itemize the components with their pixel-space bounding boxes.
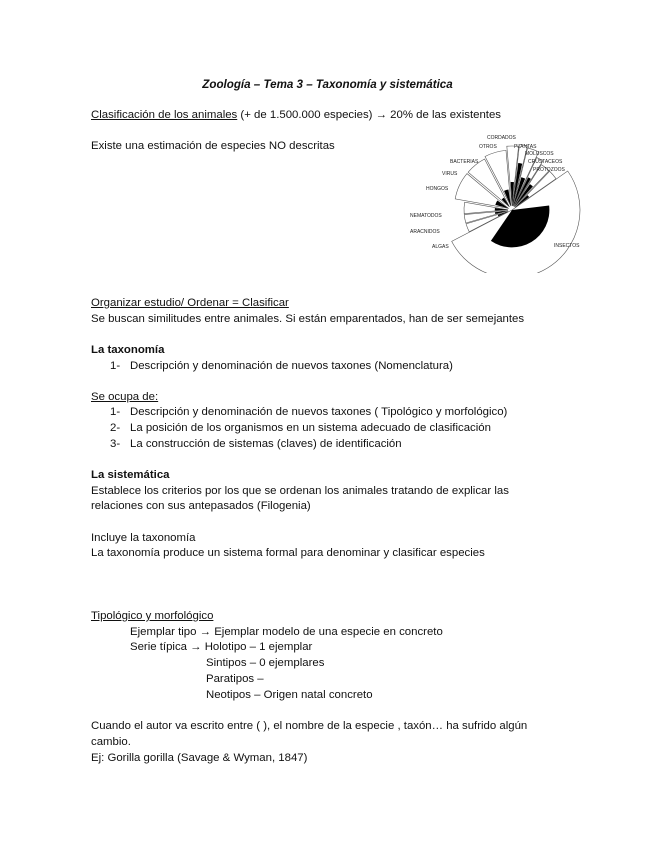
species-pie-chart — [400, 128, 600, 273]
clasificacion-label: Clasificación de los animales — [91, 109, 238, 121]
chart-label-otros: OTROS — [479, 144, 497, 150]
list-item-num: 1- — [110, 360, 121, 372]
chart-label-crustaceos: CRUSTACEOS — [528, 159, 563, 165]
sintipos: Sintipos – 0 ejemplares — [206, 657, 325, 669]
paratipos: Paratipos – — [206, 673, 264, 685]
incluye-line2: La taxonomía produce un sistema formal para denominar y clasificar especies — [91, 547, 485, 559]
page-title: Zoología – Tema 3 – Taxonomía y sistemática — [202, 78, 453, 91]
autor-ejemplo: Ej: Gorilla gorilla (Savage & Wyman, 1847) — [91, 752, 308, 764]
chart-label-virus: VIRUS — [442, 171, 458, 177]
neotipos: Neotipos – Origen natal concreto — [206, 689, 373, 701]
tipologico-heading: Tipológico y morfológico — [91, 610, 214, 622]
autor-line1: Cuando el autor va escrito entre ( ), el nombre de la especie , taxón… ha sufrido algún — [91, 720, 528, 732]
list-item-num: 3- — [110, 438, 121, 450]
list-item: Descripción y denominación de nuevos taxones ( Tipológico y morfológico) — [130, 406, 508, 418]
organizar-text: Se buscan similitudes entre animales. Si están emparentados, han de ser semejantes — [91, 313, 525, 325]
chart-label-cordados: CORDADOS — [487, 135, 516, 141]
list-item: Descripción y denominación de nuevos taxones (Nomenclatura) — [130, 360, 453, 372]
sistematica-line2: relaciones con sus antepasados (Filogenia) — [91, 500, 311, 512]
incluye-line1: Incluye la taxonomía — [91, 532, 196, 544]
chart-label-nematodos: NEMATODOS — [410, 213, 442, 219]
chart-label-hongos: HONGOS — [426, 186, 449, 192]
chart-label-aracnidos: ARACNIDOS — [410, 229, 440, 235]
chart-label-algas: ALGAS — [432, 244, 449, 250]
estimacion-text: Existe una estimación de especies NO descritas — [91, 140, 335, 152]
serie-tipica: Serie típica → Holotipo – 1 ejemplar — [130, 641, 313, 653]
list-item: La posición de los organismos en un sistema adecuado de clasificación — [130, 422, 491, 434]
taxonomia-heading: La taxonomía — [91, 344, 165, 356]
organizar-heading: Organizar estudio/ Ordenar = Clasificar — [91, 297, 289, 309]
autor-line2: cambio. — [91, 736, 131, 748]
chart-label-protozoos: PROTOZOOS — [533, 167, 565, 173]
clasificacion-rest: (+ de 1.500.000 especies) → 20% de las existentes — [237, 109, 501, 121]
ocupa-heading: Se ocupa de: — [91, 391, 159, 403]
chart-label-bacterias: BACTERIAS — [450, 159, 479, 165]
chart-label-plantas: PLANTAS — [514, 144, 537, 150]
list-item-num: 1- — [110, 406, 121, 418]
chart-label-insectos: INSECTOS — [554, 243, 580, 249]
chart-label-moluscos: MOLUSCOS — [525, 151, 554, 157]
sistematica-heading: La sistemática — [91, 469, 170, 481]
ejemplar-tipo: Ejemplar tipo → Ejemplar modelo de una especie en concreto — [130, 626, 443, 638]
list-item: La construcción de sistemas (claves) de identificación — [130, 438, 402, 450]
list-item-num: 2- — [110, 422, 121, 434]
sistematica-line1: Establece los criterios por los que se ordenan los animales tratando de explicar las — [91, 485, 509, 497]
clasificacion-line — [91, 109, 501, 121]
